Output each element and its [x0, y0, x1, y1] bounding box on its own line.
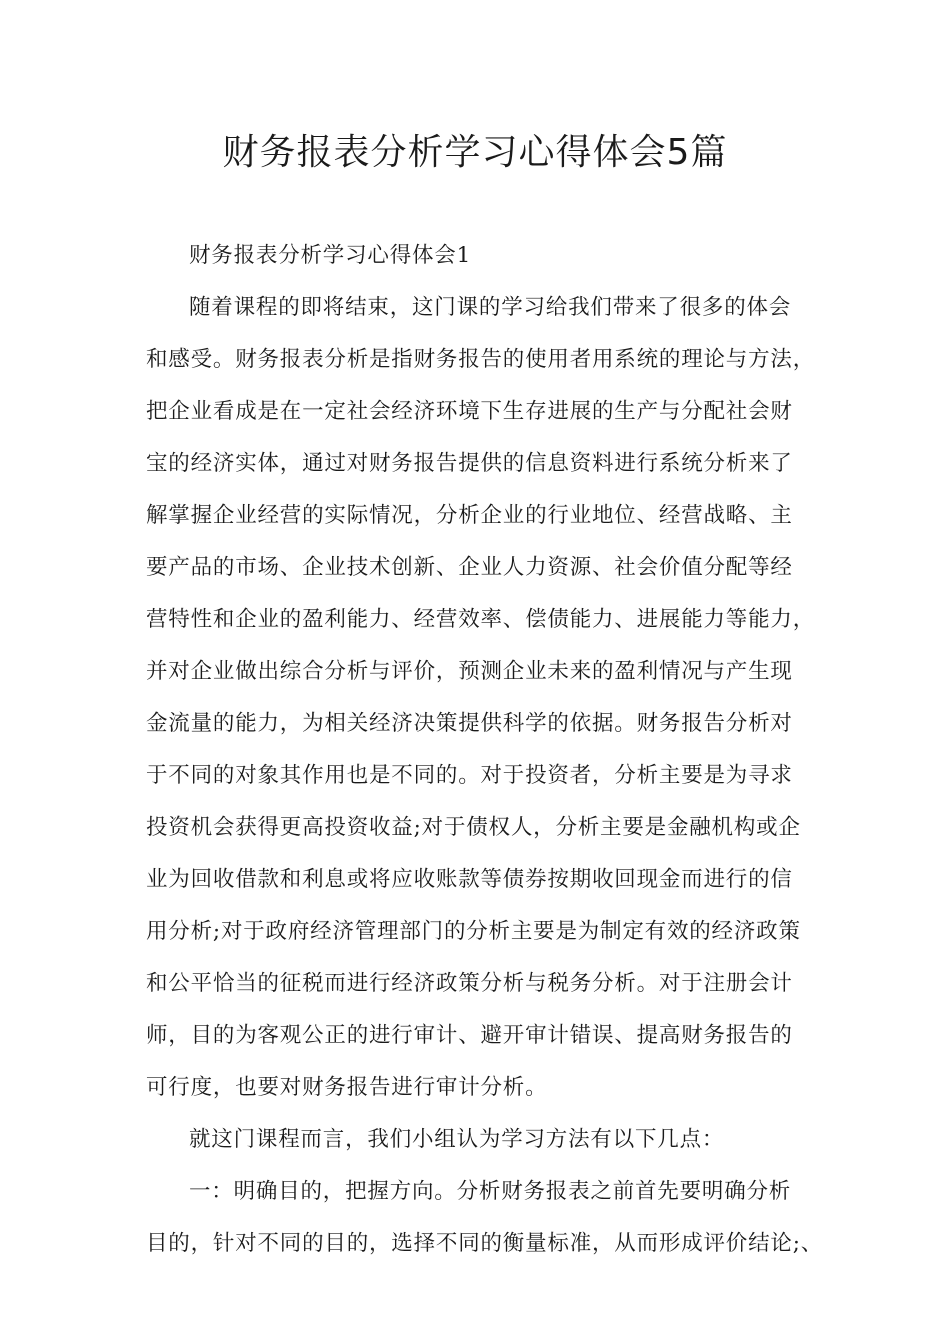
- paragraph-line: 于不同的对象其作用也是不同的。对于投资者，分析主要是为寻求: [146, 763, 793, 788]
- document-body: [146, 230, 824, 1270]
- paragraph-line: 和公平恰当的征税而进行经济政策分析与税务分析。对于注册会计: [146, 971, 793, 996]
- paragraph-line: 营特性和企业的盈利能力、经营效率、偿债能力、进展能力等能力，: [146, 607, 816, 632]
- paragraph-line: 宝的经济实体，通过对财务报告提供的信息资料进行系统分析来了: [146, 451, 793, 476]
- paragraph-line: 业为回收借款和利息或将应收账款等债券按期收回现金而进行的信: [146, 867, 793, 892]
- paragraph-line: 目的，针对不同的目的，选择不同的衡量标准，从而形成评价结论;、: [146, 1231, 824, 1256]
- paragraph-line: 要产品的市场、企业技术创新、企业人力资源、社会价值分配等经: [146, 555, 793, 580]
- paragraph-line: 一：明确目的，把握方向。分析财务报表之前首先要明确分析: [189, 1179, 792, 1204]
- paragraph-line: 投资机会获得更高投资收益;对于债权人，分析主要是金融机构或企: [146, 815, 801, 840]
- paragraph-line: 用分析;对于政府经济管理部门的分析主要是为制定有效的经济政策: [146, 919, 801, 944]
- paragraph-line: 师，目的为客观公正的进行审计、避开审计错误、提高财务报告的: [146, 1023, 793, 1048]
- paragraph-line: 随着课程的即将结束，这门课的学习给我们带来了很多的体会: [189, 295, 792, 320]
- paragraph-line: 就这门课程而言，我们小组认为学习方法有以下几点：: [189, 1127, 725, 1152]
- document-title: 财务报表分析学习心得体会5篇: [222, 132, 728, 173]
- section-heading: 财务报表分析学习心得体会1: [189, 243, 472, 268]
- paragraph-line: 解掌握企业经营的实际情况，分析企业的行业地位、经营战略、主: [146, 503, 793, 528]
- paragraph-line: 把企业看成是在一定社会经济环境下生存进展的生产与分配社会财: [146, 399, 793, 424]
- paragraph-line: 并对企业做出综合分析与评价，预测企业未来的盈利情况与产生现: [146, 659, 793, 684]
- paragraph-line: 金流量的能力，为相关经济决策提供科学的依据。财务报告分析对: [146, 711, 793, 736]
- paragraph-line: 可行度，也要对财务报告进行审计分析。: [146, 1075, 548, 1100]
- paragraph-line: 和感受。财务报表分析是指财务报告的使用者用系统的理论与方法，: [146, 347, 816, 372]
